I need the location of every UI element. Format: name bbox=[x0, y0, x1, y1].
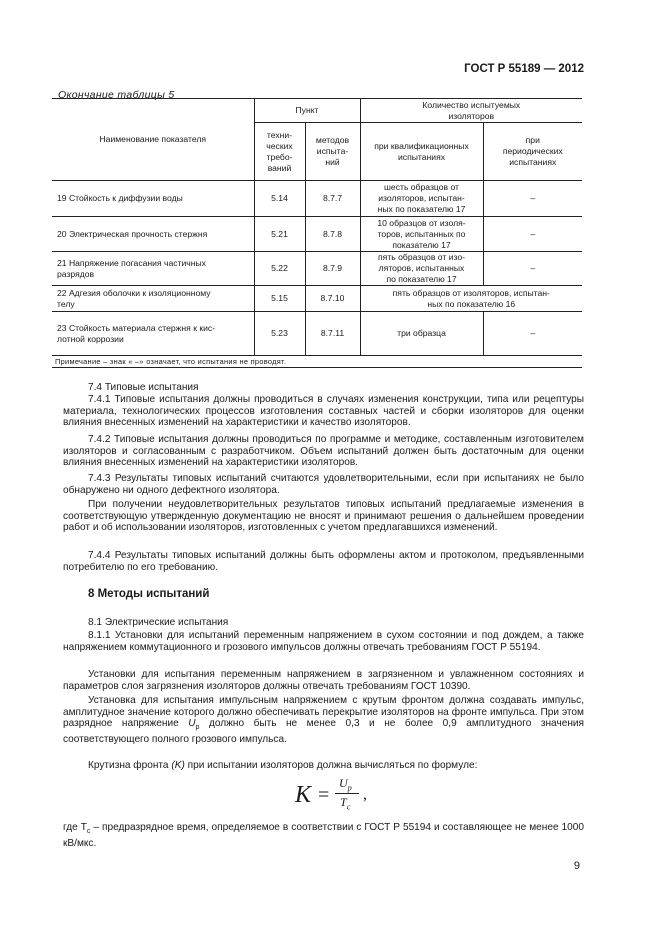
row-req: 5.22 bbox=[254, 252, 305, 286]
formula-equals: = bbox=[318, 784, 330, 806]
row-periodic: – bbox=[483, 217, 582, 252]
formula-denominator: $T_c$ bbox=[340, 795, 351, 812]
row-method: 8.7.11 bbox=[305, 312, 360, 356]
row-qual: 10 образцов от изоля- торов, испытанных по показателю 17 bbox=[360, 217, 483, 252]
text-part: должно быть не менее 0,3 и не более 0,9 амплитудного значения соответствующего полного грозового импульса. bbox=[63, 718, 584, 746]
row-periodic: – bbox=[483, 312, 582, 356]
paragraph-7-4-3: 7.4.3 Результаты типовых испытаний считаются удовлетворительными, если при испытаниях не было обнаружено ни одного дефектного изолятора. bbox=[63, 473, 584, 496]
table-row bbox=[52, 181, 582, 217]
header-name: Наименование показателя bbox=[52, 99, 254, 181]
header-periodic: при периодических испытаниях bbox=[483, 123, 582, 181]
row-name: 19 Стойкость к диффузии воды bbox=[52, 181, 254, 217]
section-8-1-title: 8.1 Электрические испытания bbox=[88, 617, 229, 628]
formula-comma: , bbox=[363, 786, 367, 803]
row-method: 8.7.8 bbox=[305, 217, 360, 252]
row-req: 5.23 bbox=[254, 312, 305, 356]
text-part: Крутизна фронта bbox=[88, 760, 172, 771]
row-method: 8.7.10 bbox=[305, 286, 360, 312]
paragraph-steepness bbox=[88, 760, 477, 772]
section-7-4-title: 7.4 Типовые испытания bbox=[88, 382, 199, 393]
table-row bbox=[52, 286, 582, 312]
row-merged: пять образцов от изоляторов, испытан- ных по показателю 16 bbox=[360, 286, 582, 312]
row-name: 20 Электрическая прочность стержня bbox=[52, 217, 254, 252]
row-qual: шесть образцов от изоляторов, испытан- ных по показателю 17 bbox=[360, 181, 483, 217]
row-method: 8.7.7 bbox=[305, 181, 360, 217]
page-number: 9 bbox=[573, 860, 580, 872]
paragraph-7-4-3-continued: При получении неудовлетворительных результатов типовых испытаний предлагаемые изменения в соответствующую утвержденную документацию не вносят и принимают решения о дальнейшем проведении работ и об использовании изоляторов, изготовленных с учетом предлагавшихся изменений. bbox=[63, 499, 584, 534]
table-caption: Окончание таблицы 5 bbox=[58, 89, 175, 101]
row-req: 5.15 bbox=[254, 286, 305, 312]
paragraph-7-4-2: 7.4.2 Типовые испытания должны проводиться по программе и методике, составленным изготовителем изоляторов и согласованным с разработчиком. Объем испытаний должен быть достаточным для оценки влияния внесенных изменений на характеристики изоляторов. bbox=[63, 434, 584, 469]
header-methods: методов испыта- ний bbox=[305, 123, 360, 181]
formula-lhs: K bbox=[295, 782, 312, 808]
header-req: техни- ческих требо- ваний bbox=[254, 123, 305, 181]
row-req: 5.14 bbox=[254, 181, 305, 217]
row-name: 23 Стойкость материала стержня к кис- лотной коррозии bbox=[52, 312, 254, 356]
row-req: 5.21 bbox=[254, 217, 305, 252]
text-part: Установка для испытания импульсным напряжением с крутым фронтом должна создавать импульс, амплитудное значение которого должно обеспечивать перекрытие изоляторов на фронте импульса. При этом разрядное напряжение bbox=[63, 695, 584, 730]
table-row bbox=[52, 217, 582, 252]
voltage-subscript: р bbox=[195, 724, 200, 732]
formula-numerator: $U_p$ bbox=[339, 776, 352, 793]
text-part: – предразрядное время, определяемое в соответствии с ГОСТ Р 55194 и составляющее не менее 1000 кВ/мкс. bbox=[63, 822, 584, 849]
row-qual: три образца bbox=[360, 312, 483, 356]
header-count: Количество испытуемых изоляторов bbox=[360, 99, 582, 123]
paragraph-8-1-1: 8.1.1 Установки для испытаний переменным напряжением в сухом состоянии и под дождем, а также напряжением коммутационного и грозового импульсов должны отвечать требованиям ГОСТ Р 55194. bbox=[63, 630, 584, 653]
row-method: 8.7.9 bbox=[305, 252, 360, 286]
row-name: 21 Напряжение погасания частичных разрядов bbox=[52, 252, 254, 286]
table-row bbox=[52, 312, 582, 356]
indicators-table bbox=[52, 98, 582, 368]
paragraph-8-1-1-b: Установки для испытания переменным напряжением в загрязненном и увлажненном состояниях и параметров слоя загрязнения изоляторов должны отвечать требованиям ГОСТ 10390. bbox=[63, 669, 584, 692]
paragraph-7-4-4: 7.4.4 Результаты типовых испытаний должны быть оформлены актом и протоколом, предъявленными потребителю по его требованию. bbox=[63, 550, 584, 573]
table-row bbox=[52, 252, 582, 286]
row-periodic: – bbox=[483, 252, 582, 286]
header-qual: при квалификационных испытаниях bbox=[360, 123, 483, 181]
paragraph-7-4-1: 7.4.1 Типовые испытания должны проводиться в случаях изменения конструкции, типа или рецептуры материала, технологических процессов изготовления составных частей и сборки изоляторов для оценки влияния внесенных изменений на характеристики и качество изоляторов. bbox=[63, 394, 584, 429]
row-name: 22 Адгезия оболочки к изоляционному телу bbox=[52, 286, 254, 312]
row-periodic: – bbox=[483, 181, 582, 217]
table-note: Примечание – знак « –» означает, что испытания не проводят. bbox=[52, 356, 582, 368]
time-subscript: с bbox=[86, 828, 91, 836]
text-part: где T bbox=[63, 822, 87, 833]
document-id: ГОСТ Р 55189 — 2012 bbox=[464, 63, 584, 75]
section-8-title: 8 Методы испытаний bbox=[88, 588, 210, 600]
paragraph-where bbox=[63, 822, 584, 849]
paragraph-8-1-1-c bbox=[63, 695, 584, 746]
steepness-symbol: (K) bbox=[171, 760, 185, 771]
row-qual: пять образцов от изо- ляторов, испытанных по показателю 17 bbox=[360, 252, 483, 286]
fraction-bar bbox=[335, 793, 359, 794]
voltage-symbol: U bbox=[188, 718, 196, 730]
text-part: при испытании изоляторов должна вычисляться по формуле: bbox=[184, 760, 478, 771]
header-point: Пункт bbox=[254, 99, 360, 123]
